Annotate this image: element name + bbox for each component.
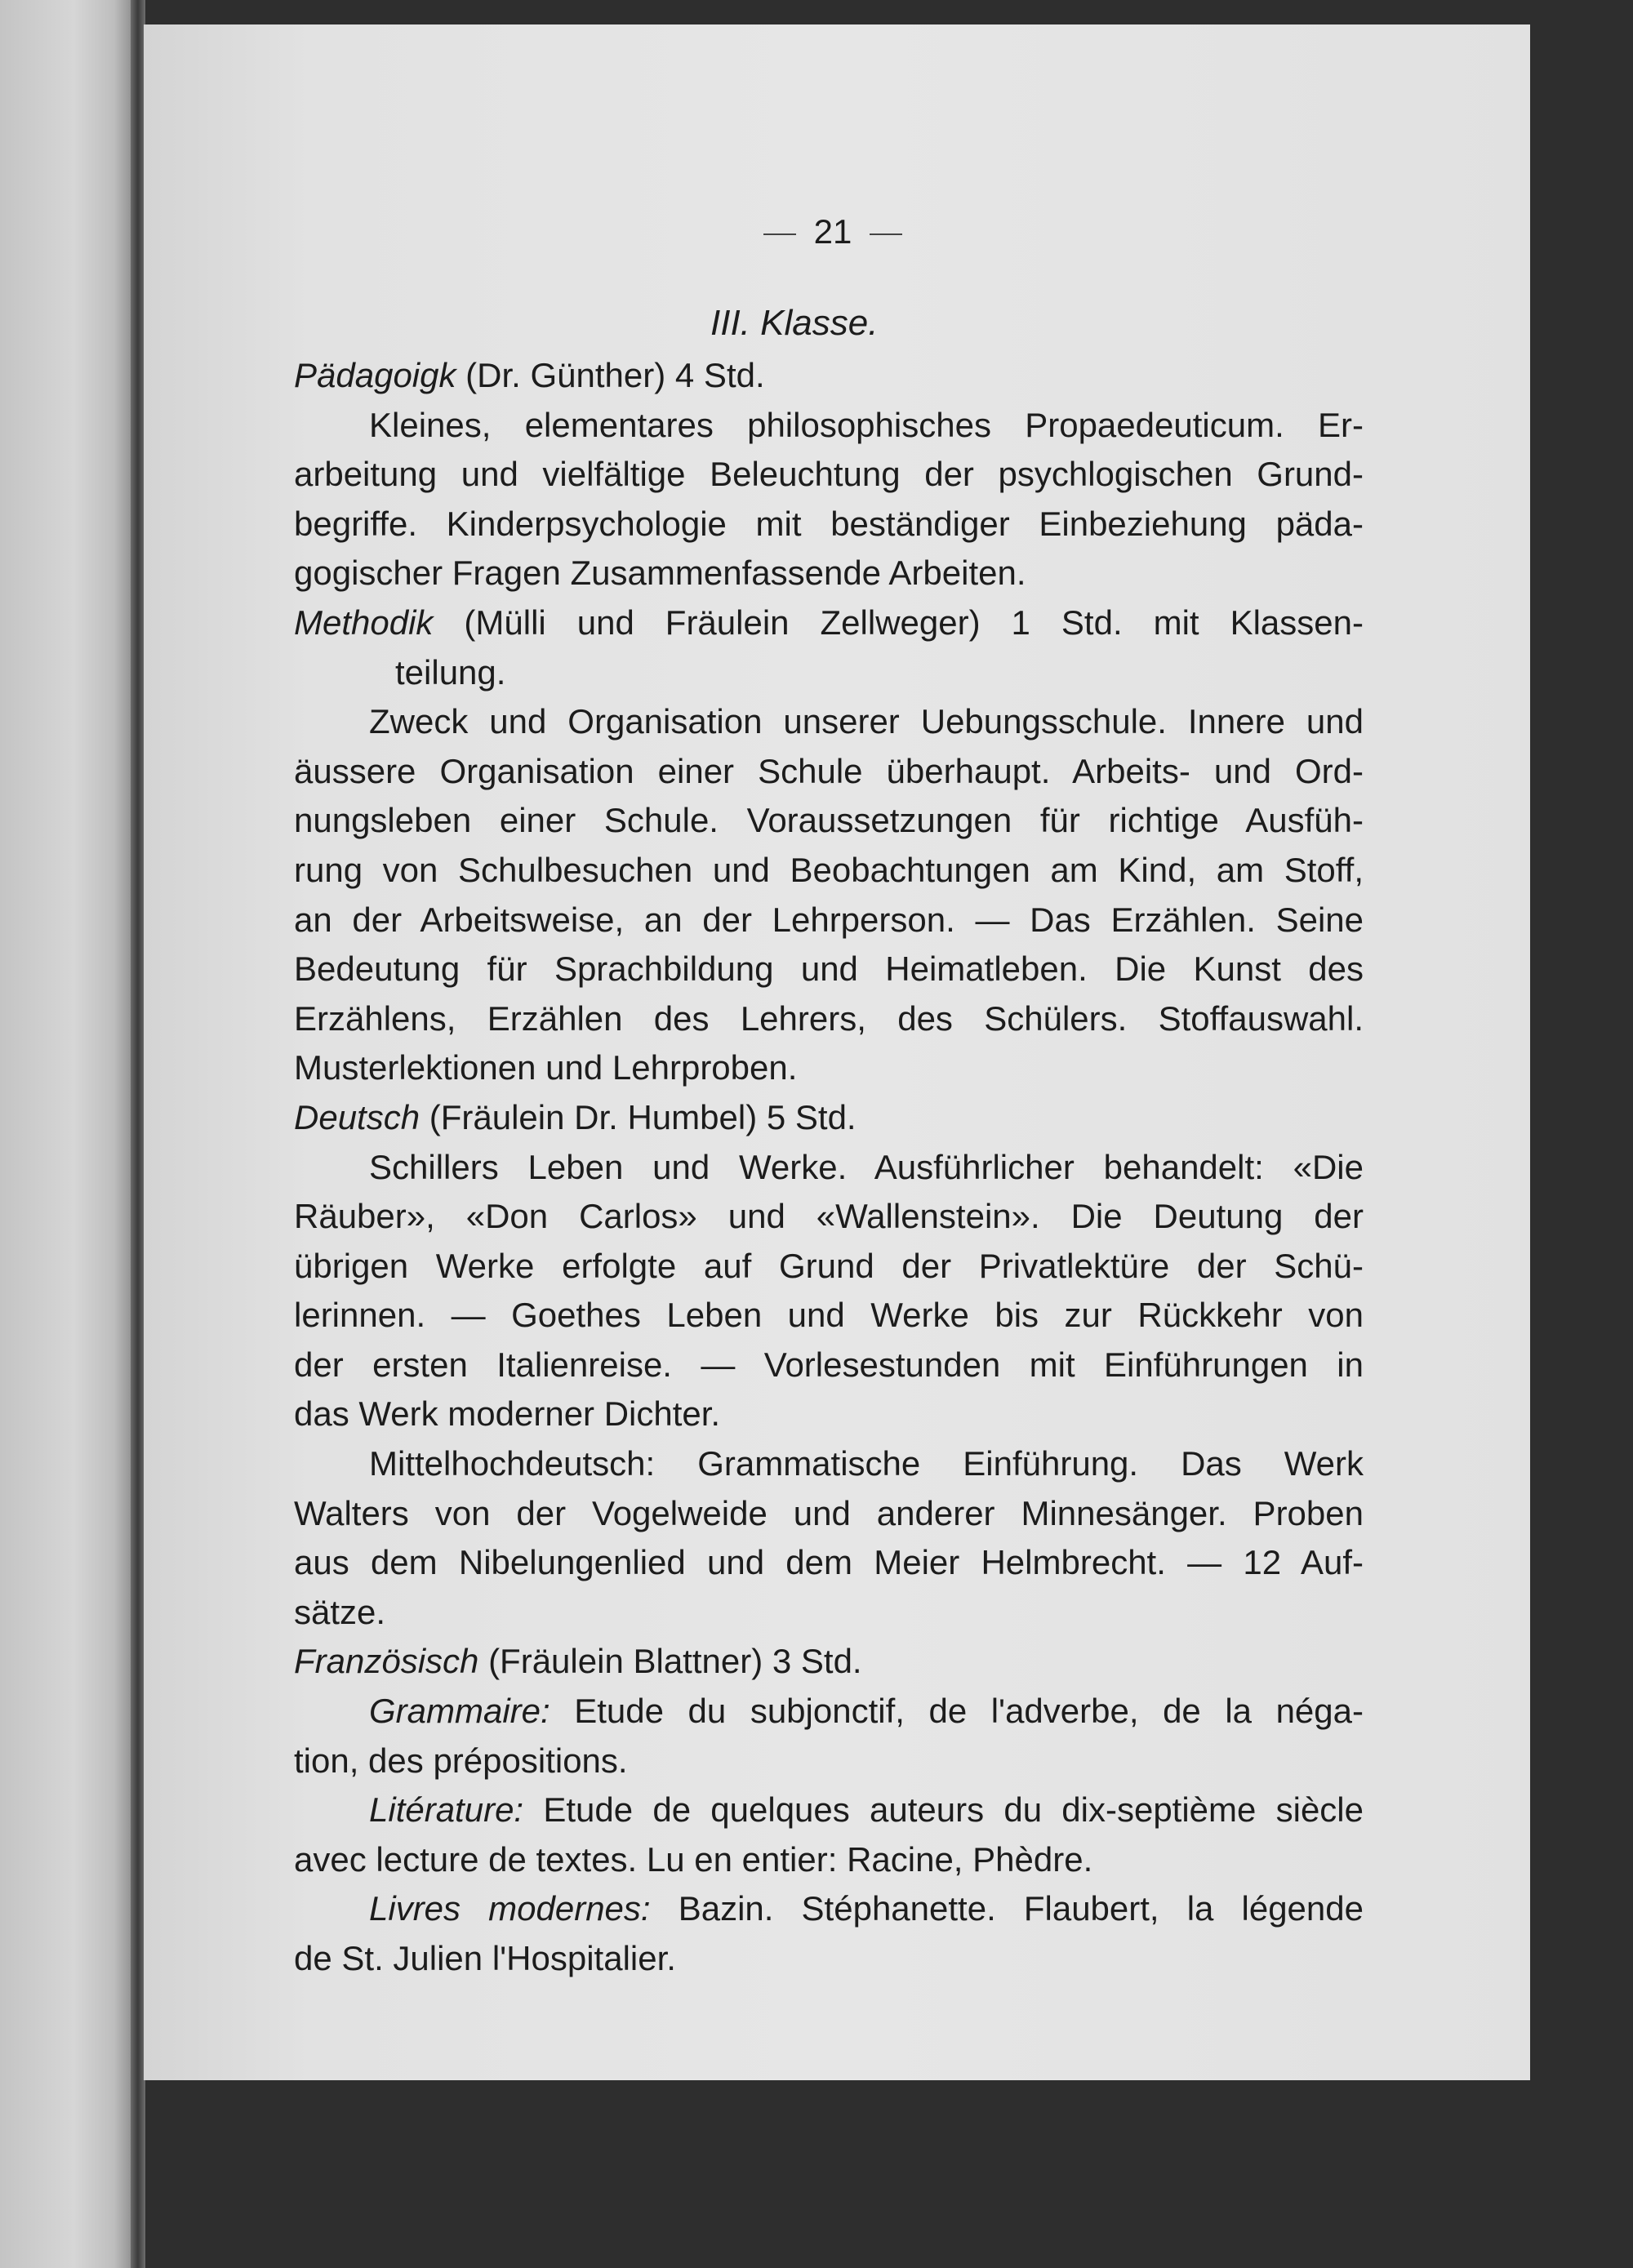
subject-heading: Französisch xyxy=(294,1642,479,1681)
text-line xyxy=(294,549,1364,598)
line-text: äussere Organisation einer Schule überhaupt. Arbeits- und Ord- xyxy=(294,751,1364,790)
subject-heading: Livres modernes: xyxy=(369,1889,651,1928)
page-number-value: 21 xyxy=(813,212,852,251)
line-text: arbeitung und vielfältige Beleuchtung der psychlogischen Grund- xyxy=(294,455,1364,494)
line-text: das Werk moderner Dichter. xyxy=(294,1394,721,1434)
line-text: gogischer Fragen Zusammenfassende Arbeiten. xyxy=(294,554,1026,593)
text-line xyxy=(294,598,1364,648)
line-text: Musterlektionen und Lehrproben. xyxy=(294,1048,798,1087)
line-text: avec lecture de textes. Lu en entier: Racine, Phèdre. xyxy=(294,1839,1093,1879)
text-line xyxy=(294,896,1364,945)
line-text: (Dr. Günther) 4 Std. xyxy=(456,356,765,394)
line-text: nungsleben einer Schule. Voraussetzungen für richtige Ausfüh- xyxy=(294,801,1364,840)
text-line xyxy=(294,1934,1364,1984)
line-text: de St. Julien l'Hospitalier. xyxy=(294,1939,676,1977)
text-line xyxy=(294,401,1364,451)
text-line xyxy=(294,1291,1364,1341)
line-text: Erzählens, Erzählen des Lehrers, des Schülers. Stoffauswahl. xyxy=(294,998,1364,1038)
text-line xyxy=(294,1341,1364,1390)
text-line xyxy=(294,1785,1364,1835)
right-dash xyxy=(870,233,902,235)
text-line xyxy=(294,1588,1364,1638)
facing-page-edge xyxy=(0,0,135,2268)
subject-heading: Deutsch xyxy=(294,1097,420,1136)
text-line xyxy=(294,796,1364,846)
line-text: aus dem Nibelungenlied und dem Meier Helmbrecht. — 12 Auf- xyxy=(294,1543,1364,1582)
line-text: übrigen Werke erfolgte auf Grund der Privatlektüre der Schü- xyxy=(294,1246,1364,1285)
text-line xyxy=(294,1043,1364,1093)
line-text: Etude de quelques auteurs du dix-septième siècle xyxy=(523,1790,1364,1830)
text-line xyxy=(294,1143,1364,1193)
line-text: teilung. xyxy=(395,652,506,692)
subject-heading: Litérature: xyxy=(369,1790,524,1830)
line-text: Räuber», «Don Carlos» und «Wallenstein». Die Deutung der xyxy=(294,1197,1364,1236)
left-dash xyxy=(763,233,796,235)
text-line xyxy=(294,1687,1364,1737)
line-text: Bazin. Stéphanette. Flaubert, la légende xyxy=(650,1889,1364,1928)
text-line xyxy=(294,1737,1364,1786)
text-line xyxy=(294,1192,1364,1242)
text-line xyxy=(294,747,1364,797)
text-line xyxy=(294,1538,1364,1588)
section-title: III. Klasse. xyxy=(710,303,879,343)
line-text: Schillers Leben und Werke. Ausführlicher behandelt: «Die xyxy=(369,1147,1364,1186)
text-line xyxy=(294,994,1364,1044)
line-text: Etude du subjonctif, de l'adverbe, de la néga- xyxy=(550,1692,1364,1731)
text-line xyxy=(294,351,1364,401)
body-text xyxy=(294,351,1364,1984)
subject-heading: Pädagoigk xyxy=(294,356,456,394)
text-line xyxy=(294,648,1364,698)
text-line xyxy=(294,1489,1364,1539)
text-line xyxy=(294,846,1364,896)
line-text: Kleines, elementares philosophisches Propaedeuticum. Er- xyxy=(369,405,1364,444)
line-text: Mittelhochdeutsch: Grammatische Einführung. Das Werk xyxy=(369,1444,1364,1483)
line-text: (Mülli und Fräulein Zellweger) 1 Std. mit Klassen- xyxy=(433,603,1364,642)
subject-heading: Grammaire: xyxy=(369,1692,550,1731)
text-line xyxy=(294,1637,1364,1687)
subject-heading: Methodik xyxy=(294,603,434,642)
line-text: rung von Schulbesuchen und Beobachtungen am Kind, am Stoff, xyxy=(294,850,1364,889)
text-line xyxy=(294,1242,1364,1292)
text-line xyxy=(294,450,1364,500)
text-line xyxy=(294,1835,1364,1885)
line-text: sätze. xyxy=(294,1592,386,1631)
page-number xyxy=(731,207,935,256)
line-text: Zweck und Organisation unserer Uebungsschule. Innere und xyxy=(369,702,1364,741)
line-text: der ersten Italienreise. — Vorlesestunden mit Einführungen in xyxy=(294,1345,1364,1384)
line-text: lerinnen. — Goethes Leben und Werke bis zur Rückkehr von xyxy=(294,1296,1364,1335)
text-line xyxy=(294,945,1364,994)
line-text: Bedeutung für Sprachbildung und Heimatleben. Die Kunst des xyxy=(294,949,1364,989)
text-line xyxy=(294,500,1364,549)
text-line xyxy=(294,1884,1364,1934)
text-line xyxy=(294,1439,1364,1489)
line-text: Walters von der Vogelweide und anderer Minnesänger. Proben xyxy=(294,1493,1364,1532)
text-line xyxy=(294,1390,1364,1439)
line-text: (Fräulein Dr. Humbel) 5 Std. xyxy=(420,1097,857,1136)
line-text: tion, des prépositions. xyxy=(294,1741,628,1780)
line-text: (Fräulein Blattner) 3 Std. xyxy=(478,1642,862,1681)
line-text: begriffe. Kinderpsychologie mit beständiger Einbeziehung päda- xyxy=(294,504,1364,543)
line-text: an der Arbeitsweise, an der Lehrperson. — Das Erzählen. Seine xyxy=(294,900,1364,939)
text-line xyxy=(294,1093,1364,1143)
text-line xyxy=(294,697,1364,747)
